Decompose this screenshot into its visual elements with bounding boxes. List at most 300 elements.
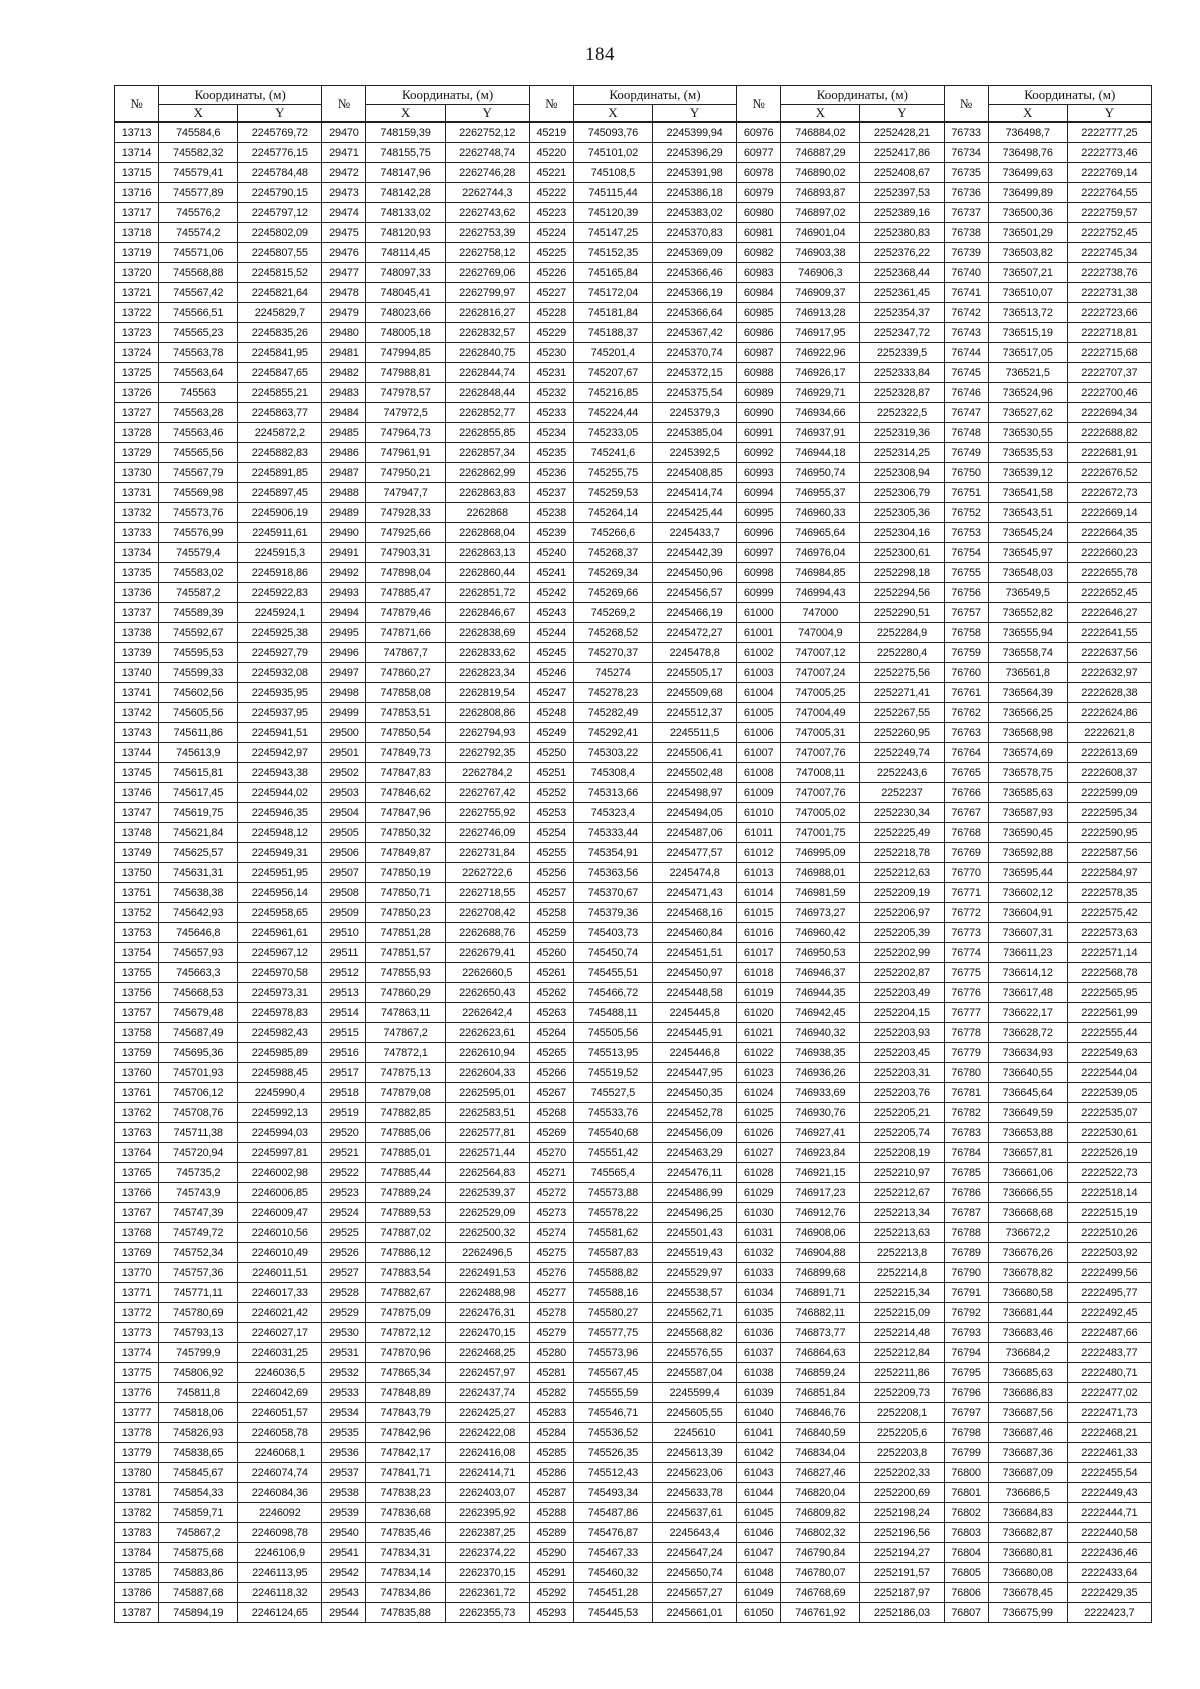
- y-coordinate-cell: 2245943,38: [238, 763, 322, 783]
- header-coordinates: Координаты, (м): [366, 86, 529, 105]
- point-number-cell: 13742: [115, 703, 159, 723]
- point-number-cell: 29514: [322, 1003, 366, 1023]
- x-coordinate-cell: 746950,53: [781, 943, 860, 963]
- table-row: [115, 263, 1152, 283]
- y-coordinate-cell: 2222468,21: [1067, 1423, 1151, 1443]
- y-coordinate-cell: 2262387,25: [445, 1523, 529, 1543]
- point-number-cell: 45221: [529, 163, 573, 183]
- point-number-cell: 13728: [115, 423, 159, 443]
- point-number-cell: 45268: [529, 1103, 573, 1123]
- point-number-cell: 76736: [944, 183, 988, 203]
- x-coordinate-cell: 745370,67: [573, 883, 652, 903]
- y-coordinate-cell: 2245956,14: [238, 883, 322, 903]
- point-number-cell: 76800: [944, 1463, 988, 1483]
- x-coordinate-cell: 736543,51: [988, 503, 1067, 523]
- point-number-cell: 13730: [115, 463, 159, 483]
- point-number-cell: 61031: [737, 1223, 781, 1243]
- point-number-cell: 29544: [322, 1603, 366, 1623]
- y-coordinate-cell: 2222561,99: [1067, 1003, 1151, 1023]
- x-coordinate-cell: 736687,46: [988, 1423, 1067, 1443]
- y-coordinate-cell: 2245445,8: [652, 1003, 736, 1023]
- x-coordinate-cell: 746926,17: [781, 363, 860, 383]
- point-number-cell: 61007: [737, 743, 781, 763]
- x-coordinate-cell: 747885,47: [366, 583, 445, 603]
- y-coordinate-cell: 2252218,78: [860, 843, 944, 863]
- point-number-cell: 60992: [737, 443, 781, 463]
- y-coordinate-cell: 2245935,95: [238, 683, 322, 703]
- table-row: [115, 923, 1152, 943]
- y-coordinate-cell: 2252200,69: [860, 1483, 944, 1503]
- x-coordinate-cell: 747863,11: [366, 1003, 445, 1023]
- x-coordinate-cell: 745579,4: [159, 543, 238, 563]
- y-coordinate-cell: 2262799,97: [445, 283, 529, 303]
- point-number-cell: 60977: [737, 143, 781, 163]
- y-coordinate-cell: 2252408,67: [860, 163, 944, 183]
- y-coordinate-cell: 2245511,5: [652, 723, 736, 743]
- y-coordinate-cell: 2245392,5: [652, 443, 736, 463]
- x-coordinate-cell: 736684,2: [988, 1343, 1067, 1363]
- table-row: [115, 1183, 1152, 1203]
- x-coordinate-cell: 745455,51: [573, 963, 652, 983]
- x-coordinate-cell: 736539,12: [988, 463, 1067, 483]
- point-number-cell: 60989: [737, 383, 781, 403]
- y-coordinate-cell: 2222681,91: [1067, 443, 1151, 463]
- x-coordinate-cell: 747871,66: [366, 623, 445, 643]
- point-number-cell: 29481: [322, 343, 366, 363]
- y-coordinate-cell: 2262857,34: [445, 443, 529, 463]
- x-coordinate-cell: 745599,33: [159, 663, 238, 683]
- point-number-cell: 45293: [529, 1603, 573, 1623]
- x-coordinate-cell: 745255,75: [573, 463, 652, 483]
- point-number-cell: 61005: [737, 703, 781, 723]
- x-coordinate-cell: 736680,08: [988, 1563, 1067, 1583]
- x-coordinate-cell: 747843,79: [366, 1403, 445, 1423]
- x-coordinate-cell: 736552,82: [988, 603, 1067, 623]
- y-coordinate-cell: 2262488,98: [445, 1283, 529, 1303]
- point-number-cell: 45263: [529, 1003, 573, 1023]
- x-coordinate-cell: 746973,27: [781, 903, 860, 923]
- point-number-cell: 29492: [322, 563, 366, 583]
- x-coordinate-cell: 745571,06: [159, 243, 238, 263]
- x-coordinate-cell: 745663,3: [159, 963, 238, 983]
- point-number-cell: 45228: [529, 303, 573, 323]
- x-coordinate-cell: 747875,13: [366, 1063, 445, 1083]
- y-coordinate-cell: 2245948,12: [238, 823, 322, 843]
- y-coordinate-cell: 2245509,68: [652, 683, 736, 703]
- x-coordinate-cell: 747842,96: [366, 1423, 445, 1443]
- x-coordinate-cell: 745333,44: [573, 823, 652, 843]
- x-coordinate-cell: 736587,93: [988, 803, 1067, 823]
- x-coordinate-cell: 736604,91: [988, 903, 1067, 923]
- y-coordinate-cell: 2222731,38: [1067, 283, 1151, 303]
- y-coordinate-cell: 2222608,37: [1067, 763, 1151, 783]
- x-coordinate-cell: 747005,25: [781, 683, 860, 703]
- point-number-cell: 13738: [115, 623, 159, 643]
- x-coordinate-cell: 747964,73: [366, 423, 445, 443]
- y-coordinate-cell: 2245863,77: [238, 403, 322, 423]
- point-number-cell: 61048: [737, 1563, 781, 1583]
- point-number-cell: 45285: [529, 1443, 573, 1463]
- table-row: [115, 443, 1152, 463]
- point-number-cell: 13777: [115, 1403, 159, 1423]
- point-number-cell: 61042: [737, 1443, 781, 1463]
- y-coordinate-cell: 2222764,55: [1067, 183, 1151, 203]
- table-row: [115, 323, 1152, 343]
- y-coordinate-cell: 2222530,61: [1067, 1123, 1151, 1143]
- y-coordinate-cell: 2252214,8: [860, 1263, 944, 1283]
- x-coordinate-cell: 745269,66: [573, 583, 652, 603]
- x-coordinate-cell: 736634,93: [988, 1043, 1067, 1063]
- y-coordinate-cell: 2222549,63: [1067, 1043, 1151, 1063]
- y-coordinate-cell: 2262623,61: [445, 1023, 529, 1043]
- x-coordinate-cell: 747887,02: [366, 1223, 445, 1243]
- y-coordinate-cell: 2245451,51: [652, 943, 736, 963]
- y-coordinate-cell: 2246098,78: [238, 1523, 322, 1543]
- point-number-cell: 60993: [737, 463, 781, 483]
- y-coordinate-cell: 2262577,81: [445, 1123, 529, 1143]
- point-number-cell: 76784: [944, 1143, 988, 1163]
- y-coordinate-cell: 2252194,27: [860, 1543, 944, 1563]
- point-number-cell: 76769: [944, 843, 988, 863]
- y-coordinate-cell: 2245433,7: [652, 523, 736, 543]
- point-number-cell: 45234: [529, 423, 573, 443]
- x-coordinate-cell: 745583,02: [159, 563, 238, 583]
- point-number-cell: 61008: [737, 763, 781, 783]
- point-number-cell: 76734: [944, 143, 988, 163]
- point-number-cell: 60994: [737, 483, 781, 503]
- point-number-cell: 29529: [322, 1303, 366, 1323]
- y-coordinate-cell: 2252319,36: [860, 423, 944, 443]
- x-coordinate-cell: 746834,04: [781, 1443, 860, 1463]
- x-coordinate-cell: 746984,85: [781, 563, 860, 583]
- x-coordinate-cell: 736645,64: [988, 1083, 1067, 1103]
- y-coordinate-cell: 2245472,27: [652, 623, 736, 643]
- x-coordinate-cell: 745120,39: [573, 203, 652, 223]
- point-number-cell: 76770: [944, 863, 988, 883]
- y-coordinate-cell: 2222655,78: [1067, 563, 1151, 583]
- table-row: [115, 703, 1152, 723]
- x-coordinate-cell: 745259,53: [573, 483, 652, 503]
- point-number-cell: 29522: [322, 1163, 366, 1183]
- x-coordinate-cell: 745631,31: [159, 863, 238, 883]
- y-coordinate-cell: 2252205,21: [860, 1103, 944, 1123]
- x-coordinate-cell: 745706,12: [159, 1083, 238, 1103]
- header-x: X: [781, 105, 860, 123]
- point-number-cell: 29476: [322, 243, 366, 263]
- x-coordinate-cell: 736687,36: [988, 1443, 1067, 1463]
- point-number-cell: 13763: [115, 1123, 159, 1143]
- point-number-cell: 29499: [322, 703, 366, 723]
- point-number-cell: 29526: [322, 1243, 366, 1263]
- y-coordinate-cell: 2252196,56: [860, 1523, 944, 1543]
- y-coordinate-cell: 2245372,15: [652, 363, 736, 383]
- table-row: [115, 1363, 1152, 1383]
- x-coordinate-cell: 747842,17: [366, 1443, 445, 1463]
- y-coordinate-cell: 2245623,06: [652, 1463, 736, 1483]
- table-row: [115, 1503, 1152, 1523]
- point-number-cell: 45222: [529, 183, 573, 203]
- header-number: №: [115, 86, 159, 123]
- x-coordinate-cell: 746937,91: [781, 423, 860, 443]
- x-coordinate-cell: 745241,6: [573, 443, 652, 463]
- point-number-cell: 45282: [529, 1383, 573, 1403]
- point-number-cell: 76771: [944, 883, 988, 903]
- point-number-cell: 13744: [115, 743, 159, 763]
- x-coordinate-cell: 736499,89: [988, 183, 1067, 203]
- point-number-cell: 45266: [529, 1063, 573, 1083]
- x-coordinate-cell: 745563,28: [159, 403, 238, 423]
- point-number-cell: 76787: [944, 1203, 988, 1223]
- y-coordinate-cell: 2222526,19: [1067, 1143, 1151, 1163]
- point-number-cell: 45241: [529, 563, 573, 583]
- y-coordinate-cell: 2222752,45: [1067, 223, 1151, 243]
- point-number-cell: 61032: [737, 1243, 781, 1263]
- table-body: [115, 122, 1152, 1623]
- x-coordinate-cell: 747978,57: [366, 383, 445, 403]
- y-coordinate-cell: 2262852,77: [445, 403, 529, 423]
- point-number-cell: 45258: [529, 903, 573, 923]
- point-number-cell: 76735: [944, 163, 988, 183]
- y-coordinate-cell: 2245924,1: [238, 603, 322, 623]
- x-coordinate-cell: 736680,81: [988, 1543, 1067, 1563]
- point-number-cell: 13785: [115, 1563, 159, 1583]
- x-coordinate-cell: 745467,33: [573, 1543, 652, 1563]
- y-coordinate-cell: 2262819,54: [445, 683, 529, 703]
- y-coordinate-cell: 2262604,33: [445, 1063, 529, 1083]
- y-coordinate-cell: 2245375,54: [652, 383, 736, 403]
- point-number-cell: 60990: [737, 403, 781, 423]
- x-coordinate-cell: 746933,69: [781, 1083, 860, 1103]
- x-coordinate-cell: 746908,06: [781, 1223, 860, 1243]
- x-coordinate-cell: 736545,97: [988, 543, 1067, 563]
- x-coordinate-cell: 745551,42: [573, 1143, 652, 1163]
- point-number-cell: 60996: [737, 523, 781, 543]
- x-coordinate-cell: 747000: [781, 603, 860, 623]
- point-number-cell: 61039: [737, 1383, 781, 1403]
- x-coordinate-cell: 745592,67: [159, 623, 238, 643]
- x-coordinate-cell: 736590,45: [988, 823, 1067, 843]
- x-coordinate-cell: 746994,43: [781, 583, 860, 603]
- x-coordinate-cell: 745573,76: [159, 503, 238, 523]
- y-coordinate-cell: 2262758,12: [445, 243, 529, 263]
- point-number-cell: 61030: [737, 1203, 781, 1223]
- y-coordinate-cell: 2252333,84: [860, 363, 944, 383]
- point-number-cell: 76793: [944, 1323, 988, 1343]
- point-number-cell: 61001: [737, 623, 781, 643]
- y-coordinate-cell: 2252209,73: [860, 1383, 944, 1403]
- x-coordinate-cell: 747835,88: [366, 1603, 445, 1623]
- x-coordinate-cell: 745147,25: [573, 223, 652, 243]
- y-coordinate-cell: 2222621,8: [1067, 723, 1151, 743]
- x-coordinate-cell: 736666,55: [988, 1183, 1067, 1203]
- x-coordinate-cell: 747847,96: [366, 803, 445, 823]
- x-coordinate-cell: 745563,64: [159, 363, 238, 383]
- x-coordinate-cell: 747925,66: [366, 523, 445, 543]
- x-coordinate-cell: 747870,96: [366, 1343, 445, 1363]
- point-number-cell: 29475: [322, 223, 366, 243]
- x-coordinate-cell: 745303,22: [573, 743, 652, 763]
- y-coordinate-cell: 2245637,61: [652, 1503, 736, 1523]
- x-coordinate-cell: 746909,37: [781, 283, 860, 303]
- x-coordinate-cell: 747961,91: [366, 443, 445, 463]
- y-coordinate-cell: 2222777,25: [1067, 122, 1151, 143]
- point-number-cell: 45253: [529, 803, 573, 823]
- point-number-cell: 13736: [115, 583, 159, 603]
- point-number-cell: 61026: [737, 1123, 781, 1143]
- x-coordinate-cell: 745451,28: [573, 1583, 652, 1603]
- point-number-cell: 29477: [322, 263, 366, 283]
- x-coordinate-cell: 747834,14: [366, 1563, 445, 1583]
- point-number-cell: 29537: [322, 1463, 366, 1483]
- header-coordinates: Координаты, (м): [573, 86, 736, 105]
- x-coordinate-cell: 747835,46: [366, 1523, 445, 1543]
- point-number-cell: 76747: [944, 403, 988, 423]
- table-row: [115, 1143, 1152, 1163]
- x-coordinate-cell: 745894,19: [159, 1603, 238, 1623]
- point-number-cell: 45275: [529, 1243, 573, 1263]
- x-coordinate-cell: 745269,34: [573, 563, 652, 583]
- y-coordinate-cell: 2252304,16: [860, 523, 944, 543]
- y-coordinate-cell: 2222568,78: [1067, 963, 1151, 983]
- point-number-cell: 29483: [322, 383, 366, 403]
- point-number-cell: 13750: [115, 863, 159, 883]
- x-coordinate-cell: 736499,63: [988, 163, 1067, 183]
- y-coordinate-cell: 2245442,39: [652, 543, 736, 563]
- y-coordinate-cell: 2262844,74: [445, 363, 529, 383]
- point-number-cell: 29487: [322, 463, 366, 483]
- x-coordinate-cell: 747872,12: [366, 1323, 445, 1343]
- y-coordinate-cell: 2222499,56: [1067, 1263, 1151, 1283]
- x-coordinate-cell: 745811,8: [159, 1383, 238, 1403]
- point-number-cell: 13786: [115, 1583, 159, 1603]
- point-number-cell: 45272: [529, 1183, 573, 1203]
- point-number-cell: 76740: [944, 263, 988, 283]
- x-coordinate-cell: 746923,84: [781, 1143, 860, 1163]
- y-coordinate-cell: 2245906,19: [238, 503, 322, 523]
- y-coordinate-cell: 2262437,74: [445, 1383, 529, 1403]
- x-coordinate-cell: 746906,3: [781, 263, 860, 283]
- x-coordinate-cell: 745605,56: [159, 703, 238, 723]
- x-coordinate-cell: 745493,34: [573, 1483, 652, 1503]
- y-coordinate-cell: 2245460,84: [652, 923, 736, 943]
- y-coordinate-cell: 2252249,74: [860, 743, 944, 763]
- x-coordinate-cell: 748142,28: [366, 183, 445, 203]
- y-coordinate-cell: 2222578,35: [1067, 883, 1151, 903]
- table-row: [115, 943, 1152, 963]
- x-coordinate-cell: 736686,83: [988, 1383, 1067, 1403]
- x-coordinate-cell: 736640,55: [988, 1063, 1067, 1083]
- y-coordinate-cell: 2245425,44: [652, 503, 736, 523]
- header-number: №: [737, 86, 781, 123]
- y-coordinate-cell: 2222700,46: [1067, 383, 1151, 403]
- table-row: [115, 543, 1152, 563]
- point-number-cell: 45286: [529, 1463, 573, 1483]
- y-coordinate-cell: 2222676,52: [1067, 463, 1151, 483]
- header-y: Y: [238, 105, 322, 123]
- point-number-cell: 29486: [322, 443, 366, 463]
- y-coordinate-cell: 2262863,83: [445, 483, 529, 503]
- point-number-cell: 76786: [944, 1183, 988, 1203]
- y-coordinate-cell: 2222555,44: [1067, 1023, 1151, 1043]
- y-coordinate-cell: 2246010,56: [238, 1223, 322, 1243]
- point-number-cell: 13719: [115, 243, 159, 263]
- y-coordinate-cell: 2222688,82: [1067, 423, 1151, 443]
- point-number-cell: 76755: [944, 563, 988, 583]
- x-coordinate-cell: 745588,82: [573, 1263, 652, 1283]
- y-coordinate-cell: 2245790,15: [238, 183, 322, 203]
- x-coordinate-cell: 746904,88: [781, 1243, 860, 1263]
- point-number-cell: 61006: [737, 723, 781, 743]
- x-coordinate-cell: 736678,82: [988, 1263, 1067, 1283]
- table-row: [115, 1603, 1152, 1623]
- point-number-cell: 45232: [529, 383, 573, 403]
- point-number-cell: 29478: [322, 283, 366, 303]
- point-number-cell: 60981: [737, 223, 781, 243]
- point-number-cell: 76805: [944, 1563, 988, 1583]
- y-coordinate-cell: 2262848,44: [445, 383, 529, 403]
- y-coordinate-cell: 2262708,42: [445, 903, 529, 923]
- y-coordinate-cell: 2262361,72: [445, 1583, 529, 1603]
- x-coordinate-cell: 745536,52: [573, 1423, 652, 1443]
- y-coordinate-cell: 2245370,74: [652, 343, 736, 363]
- y-coordinate-cell: 2245882,83: [238, 443, 322, 463]
- x-coordinate-cell: 745093,76: [573, 122, 652, 143]
- x-coordinate-cell: 746897,02: [781, 203, 860, 223]
- point-number-cell: 76785: [944, 1163, 988, 1183]
- y-coordinate-cell: 2222664,35: [1067, 523, 1151, 543]
- y-coordinate-cell: 2245997,81: [238, 1143, 322, 1163]
- table-row: [115, 503, 1152, 523]
- x-coordinate-cell: 736611,23: [988, 943, 1067, 963]
- x-coordinate-cell: 746912,76: [781, 1203, 860, 1223]
- x-coordinate-cell: 747867,7: [366, 643, 445, 663]
- table-row: [115, 783, 1152, 803]
- point-number-cell: 29528: [322, 1283, 366, 1303]
- x-coordinate-cell: 745757,36: [159, 1263, 238, 1283]
- point-number-cell: 13727: [115, 403, 159, 423]
- header-number: №: [944, 86, 988, 123]
- x-coordinate-cell: 745577,89: [159, 183, 238, 203]
- point-number-cell: 76763: [944, 723, 988, 743]
- point-number-cell: 29497: [322, 663, 366, 683]
- point-number-cell: 29511: [322, 943, 366, 963]
- y-coordinate-cell: 2252212,67: [860, 1183, 944, 1203]
- point-number-cell: 45259: [529, 923, 573, 943]
- table-row: [115, 903, 1152, 923]
- table-row: [115, 463, 1152, 483]
- x-coordinate-cell: 748159,39: [366, 122, 445, 143]
- x-coordinate-cell: 745519,52: [573, 1063, 652, 1083]
- table-row: [115, 1423, 1152, 1443]
- y-coordinate-cell: 2252204,15: [860, 1003, 944, 1023]
- y-coordinate-cell: 2246106,9: [238, 1543, 322, 1563]
- x-coordinate-cell: 745708,76: [159, 1103, 238, 1123]
- y-coordinate-cell: 2252328,87: [860, 383, 944, 403]
- point-number-cell: 76748: [944, 423, 988, 443]
- y-coordinate-cell: 2262571,44: [445, 1143, 529, 1163]
- y-coordinate-cell: 2262425,27: [445, 1403, 529, 1423]
- y-coordinate-cell: 2252308,94: [860, 463, 944, 483]
- x-coordinate-cell: 736595,44: [988, 863, 1067, 883]
- y-coordinate-cell: 2245383,02: [652, 203, 736, 223]
- point-number-cell: 61012: [737, 843, 781, 863]
- point-number-cell: 29494: [322, 603, 366, 623]
- x-coordinate-cell: 736548,03: [988, 563, 1067, 583]
- y-coordinate-cell: 2245978,83: [238, 1003, 322, 1023]
- x-coordinate-cell: 736527,62: [988, 403, 1067, 423]
- point-number-cell: 13776: [115, 1383, 159, 1403]
- point-number-cell: 45288: [529, 1503, 573, 1523]
